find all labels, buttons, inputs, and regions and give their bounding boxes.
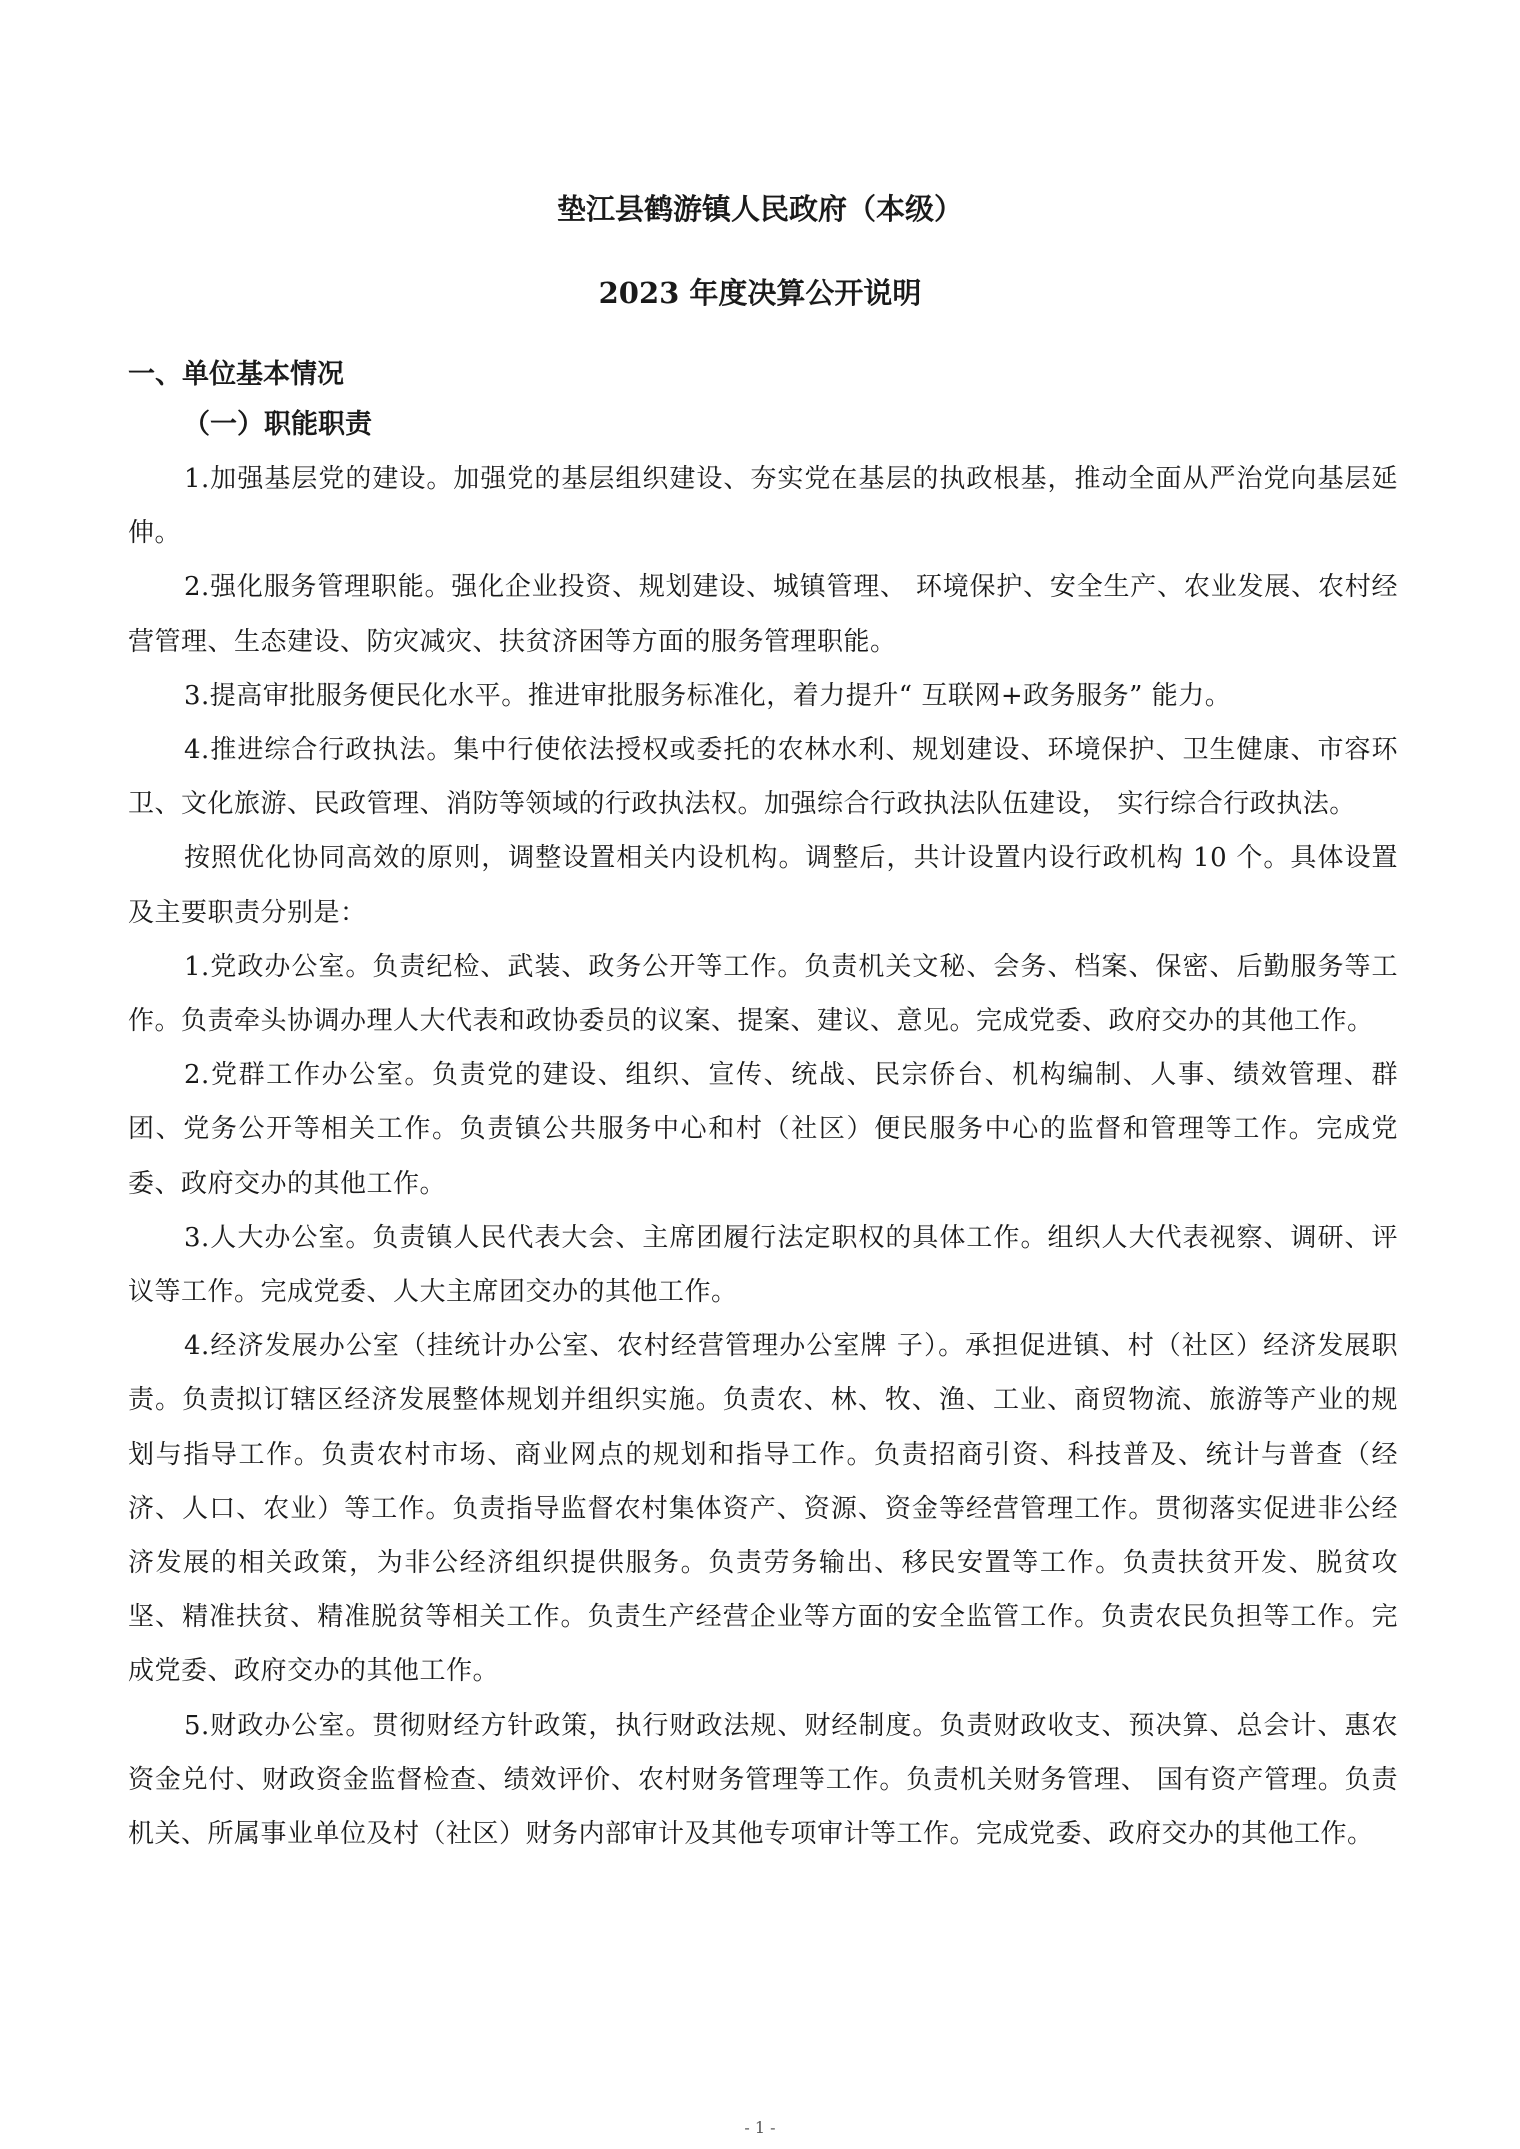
document-subtitle xyxy=(0,273,1520,313)
paragraph: 2.党群工作办公室。负责党的建设、组织、宣传、统战、民宗侨台、机构编制、人事、绩效管理、群团、党务公开等相关工作。负责镇公共服务中心和村（社区）便民服务中心的监督和管理等工作。完成党委、政府交办的其他工作。 xyxy=(128,1060,1398,1199)
paragraph: 4.推进综合行政执法。集中行使依法授权或委托的农林水利、规划建设、环境保护、卫生健康、市容环卫、文化旅游、民政管理、消防等领域的行政执法权。加强综合行政执法队伍建设， 实行综合行政执法。 xyxy=(128,735,1398,820)
paragraph: 2.强化服务管理职能。强化企业投资、规划建设、城镇管理、 环境保护、安全生产、农业发展、农村经营管理、生态建设、防灾减灾、扶贫济困等方面的服务管理职能。 xyxy=(128,572,1398,657)
document-subtitle-text: 2023 年度决算公开说明 xyxy=(598,276,922,310)
paragraph: 1.加强基层党的建设。加强党的基层组织建设、夯实党在基层的执政根基，推动全面从严治党向基层延伸。 xyxy=(128,464,1398,549)
page-number: - 1 - xyxy=(744,2118,776,2137)
document-title: 垫江县鹤游镇人民政府（本级） xyxy=(556,192,963,226)
paragraph: 4.经济发展办公室（挂统计办公室、农村经营管理办公室牌 子）。承担促进镇、村（社区）经济发展职责。负责拟订辖区经济发展整体规划并组织实施。负责农、林、牧、渔、工业、商贸物流、旅游等产业的规划与指导工作。负责农村市场、商业网点的规划和指导工作。负责招商引资、科技普及、统计与普查（经济、人口、农业）等工作。负责指导监督农村集体资产、资源、资金等经营管理工作。贯彻落实促进非公经济发展的相关政策，为非公经济组织提供服务。负责劳务输出、移民安置等工作。负责扶贫开发、脱贫攻坚、精准扶贫、精准脱贫等相关工作。负责生产经营企业等方面的安全监管工作。负责农民负担等工作。完成党委、政府交办的其他工作。 xyxy=(128,1331,1398,1687)
paragraph: 1.党政办公室。负责纪检、武装、政务公开等工作。负责机关文秘、会务、档案、保密、后勤服务等工作。负责牵头协调办理人大代表和政协委员的议案、提案、建议、意见。完成党委、政府交办的其他工作。 xyxy=(128,951,1398,1037)
paragraph: 按照优化协同高效的原则，调整设置相关内设机构。调整后，共计设置内设行政机构 10 个。具体设置及主要职责分别是： xyxy=(128,843,1398,928)
paragraph: 3.提高审批服务便民化水平。推进审批服务标准化，着力提升“ 互联网+政务服务” 能力。 xyxy=(184,680,1232,711)
section-heading-basic-info: 一、单位基本情况 xyxy=(128,359,344,390)
body-text xyxy=(128,452,1398,1861)
subsection-heading-duties: （一）职能职责 xyxy=(183,409,372,440)
paragraph: 5.财政办公室。贯彻财经方针政策，执行财政法规、财经制度。负责财政收支、预决算、总会计、惠农资金兑付、财政资金监督检查、绩效评价、农村财务管理等工作。负责机关财务管理、 国有资产管理。负责机关、所属事业单位及村（社区）财务内部审计及其他专项审计等工作。完成党委、政府交办的其他工作。 xyxy=(128,1710,1398,1850)
paragraph: 3.人大办公室。负责镇人民代表大会、主席团履行法定职权的具体工作。组织人大代表视察、调研、评议等工作。完成党委、人大主席团交办的其他工作。 xyxy=(128,1222,1398,1308)
